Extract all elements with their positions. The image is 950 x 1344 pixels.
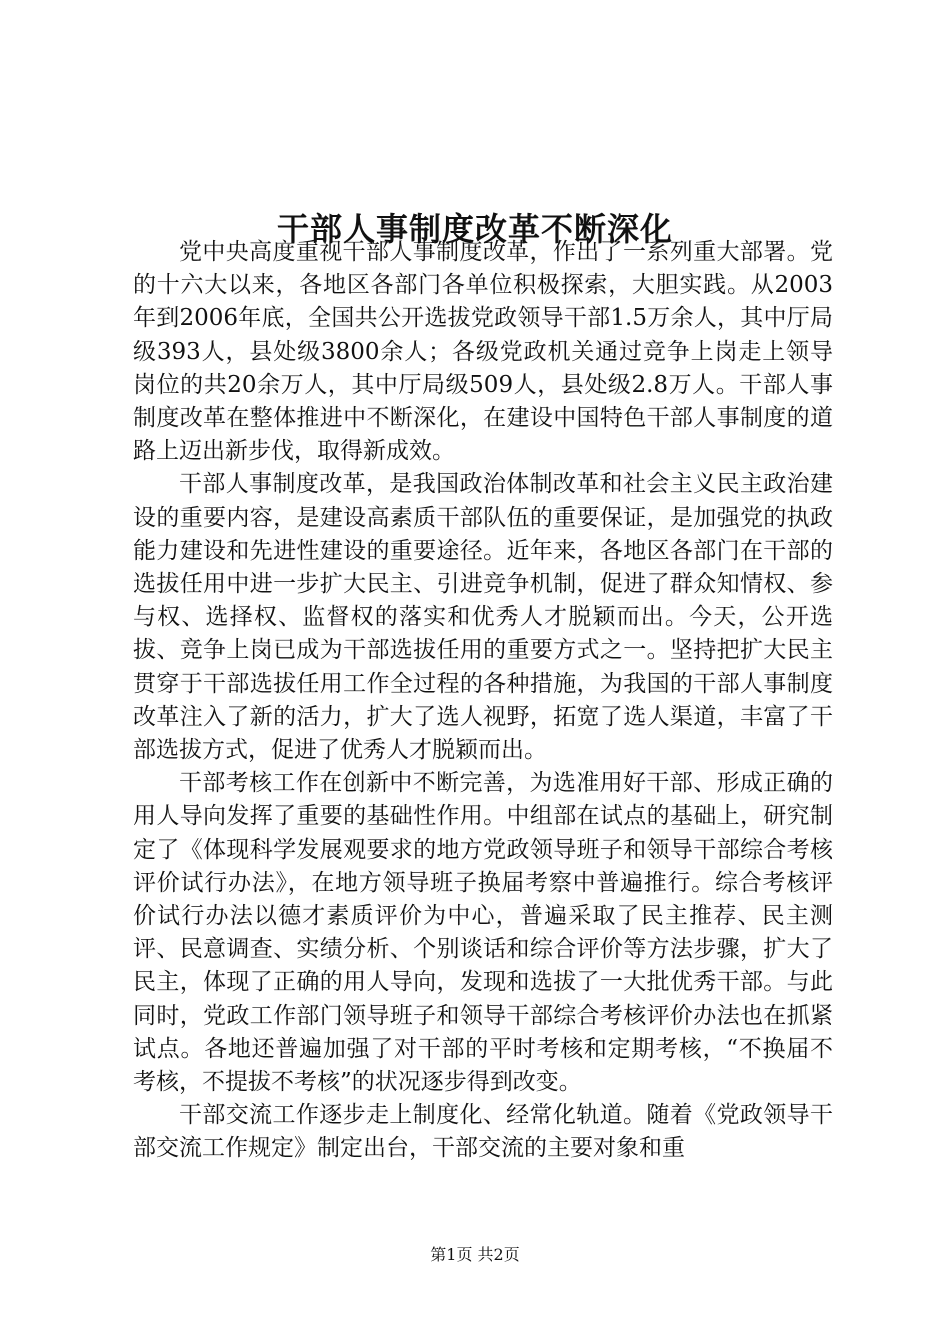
document-title: 干部人事制度改革不断深化 — [276, 210, 673, 249]
paragraph-2: 干部人事制度改革，是我国政治体制改革和社会主义民主政治建设的重要内容，是建设高素质干部队伍的重要保证，是加强党的执政能力建设和先进性建设的重要途径。近年来，各地区各部门在干部的选拔任用中进一步扩大民主、引进竞争机制，促进了群众知情权、参与权、选择权、监督权的落实和优秀人才脱颖而出。今天，公开选拔、竞争上岗已成为干部选拔任用的重要方式之一。坚持把扩大民主贯穿于干部选拔任用工作全过程的各种措施，为我国的干部人事制度改革注入了新的活力，扩大了选人视野，拓宽了选人渠道，丰富了干部选拔方式，促进了优秀人才脱颖而出。 — [133, 471, 833, 764]
document-body — [133, 236, 833, 1166]
paragraph-4: 干部交流工作逐步走上制度化、经常化轨道。随着《党政领导干部交流工作规定》制定出台，干部交流的主要对象和重 — [133, 1102, 833, 1162]
page-number-footer: 第1页 共2页 — [430, 1245, 520, 1264]
paragraph-1: 党中央高度重视干部人事制度改革，作出了一系列重大部署。党的十六大以来，各地区各部门各单位积极探索，大胆实践。从2003年到2006年底，全国共公开选拔党政领导干部1.5万余人，其中厅局级393人，县处级3800余人；各级党政机关通过竞争上岗走上领导岗位的共20余万人，其中厅局级509人，县处级2.8万人。干部人事制度改革在整体推进中不断深化，在建设中国特色干部人事制度的道路上迈出新步伐，取得新成效。 — [133, 239, 833, 465]
paragraph-3: 干部考核工作在创新中不断完善，为选准用好干部、形成正确的用人导向发挥了重要的基础性作用。中组部在试点的基础上，研究制定了《体现科学发展观要求的地方党政领导班子和领导干部综合考核评价试行办法》，在地方领导班子换届考察中普遍推行。综合考核评价试行办法以德才素质评价为中心，普遍采取了民主推荐、民主测评、民意调查、实绩分析、个别谈话和综合评价等方法步骤，扩大了民主，体现了正确的用人导向，发现和选拔了一大批优秀干部。与此同时，党政工作部门领导班子和领导干部综合考核评价办法也在抓紧试点。各地还普遍加强了对干部的平时考核和定期考核，“不换届不考核，不提拔不考核”的状况逐步得到改变。 — [133, 770, 833, 1096]
